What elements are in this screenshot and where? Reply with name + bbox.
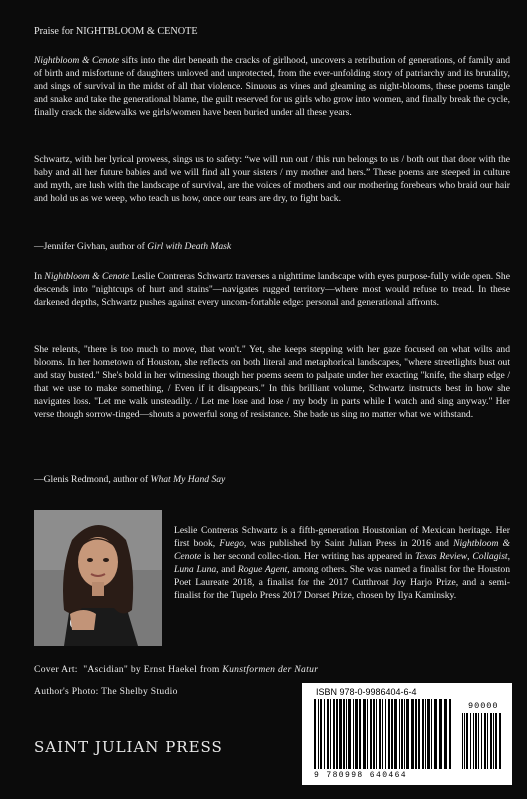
barcode-bar: [339, 699, 342, 769]
barcode-bar: [376, 699, 377, 769]
barcode-bar: [394, 699, 397, 769]
bio-text: is her second collec-tion. Her writing has appeared in: [201, 551, 416, 563]
credit-label: Cover Art:: [34, 664, 78, 675]
praise-text: Leslie Contreras Schwartz traverses a nighttime landscape with eyes purpose-fully wide open. She descends into "nightcups of hurt and stains"—navigates rugged territory—where most would refuse to tread. In these darkened depths, Schwartz pushes against every uncom-fortable edge: personal and generational affronts.: [34, 271, 510, 309]
barcode-addon-bar: [475, 713, 477, 769]
barcode-graphic: [302, 683, 512, 785]
barcode-bar: [391, 699, 393, 769]
barcode-addon-bar: [493, 713, 494, 769]
barcode-addon-bar: [464, 713, 465, 769]
barcode-bar: [324, 699, 325, 769]
attribution-text: —Jennifer Givhan, author of: [34, 241, 148, 252]
barcode-bar: [431, 699, 432, 769]
barcode-bar: [359, 699, 361, 769]
bio-magazine: Luna Luna: [174, 564, 217, 576]
praise-paragraph: Schwartz, with her lyrical prowess, sings us to safety: “we will run out / this run belongs to us / both out that door with the baby and all her future babies and we will find all your sisters / my mother and hers.” These poems are steeped in culture and myth, are lush with the landscape of survival, are the voices of mothers and our mothering forebears who braid our hair and hold us as we weep, who teach us how, once our tears are dry, to fight back.: [34, 154, 510, 205]
barcode-bar: [379, 699, 381, 769]
barcode-addon-bar: [499, 713, 501, 769]
barcode-bar: [427, 699, 430, 769]
bio-text: ,: [467, 551, 473, 563]
barcode-addon-bar: [466, 713, 468, 769]
book-title: Nightbloom & Cenote: [34, 55, 120, 66]
barcode-bar: [415, 699, 417, 769]
barcode-addon-bar: [481, 713, 482, 769]
barcode-bar: [449, 699, 451, 769]
barcode-bar: [418, 699, 420, 769]
bio-magazine: Collagist: [472, 551, 508, 563]
barcode-bar: [388, 699, 390, 769]
author-photo-credit: [34, 685, 178, 698]
barcode-bar: [385, 699, 386, 769]
barcode-bar: [439, 699, 442, 769]
isbn-text: ISBN 978-0-9986404-6-4: [316, 687, 417, 697]
bio-text: , and: [216, 564, 238, 576]
barcode-label: [302, 683, 512, 785]
barcode-bar: [336, 699, 338, 769]
barcode-bar: [348, 699, 351, 769]
bio-text: Leslie Contreras Schwartz is a fifth-generation Houstonian of Mexican heritage. Her first book,: [174, 525, 510, 550]
barcode-bar: [327, 699, 329, 769]
attribution-book: Girl with Death Mask: [147, 241, 232, 252]
bio-magazine: Texas Review: [415, 551, 468, 563]
author-portrait-illustration: [34, 510, 162, 646]
barcode-bar: [355, 699, 358, 769]
barcode-bar: [411, 699, 414, 769]
bio-magazine: Rogue Agent: [237, 564, 288, 576]
praise-paragraph: She relents, "there is too much to move, that won't." Yet, she keeps stepping with her gaze focused on what wilts and blooms. In her hometown of Houston, she reflects on both literal and metaphorical landscapes, "where streetlights bust out and stay busted." She's bold in her witnessing though her poems seem to palpate under her exacting "knife, the sharp edge / that we use to make something, / Even if it disappears." In this brilliant volume, Schwartz instructs best in how she navigates loss. "Let me walk unsteadily. / Let me lose and lose / my body in parts while I watch and sing anyway." Her verse though sorrow-tinged—shouts a powerful song of resistance. She bade us sing no matter what we withstand.: [34, 344, 510, 421]
barcode-addon-bar: [484, 713, 486, 769]
praise-block-redmond-2: [34, 343, 510, 422]
author-bio: [174, 524, 510, 603]
credit-label: Author's Photo:: [34, 686, 99, 697]
bio-book-title: Nightbloom & Cenote: [174, 538, 510, 563]
praise-text: In: [34, 271, 45, 282]
praise-block-givhan: [34, 54, 510, 119]
barcode-bar: [343, 699, 345, 769]
barcode-addon-bar: [473, 713, 474, 769]
bio-text: , was published by Saint Julian Press in 2016 and: [243, 538, 454, 550]
barcode-bar: [363, 699, 366, 769]
credit-text: The Shelby Studio: [101, 686, 178, 697]
credit-text: "Ascidian" by Ernst Haekel from: [83, 664, 223, 675]
praise-heading: Praise for NIGHTBLOOM & CENOTE: [34, 26, 198, 37]
barcode-bar: [404, 699, 405, 769]
attribution-text: —Glenis Redmond, author of: [34, 474, 151, 485]
barcode-bar: [333, 699, 335, 769]
barcode-bar: [382, 699, 383, 769]
barcode-bar: [314, 699, 316, 769]
barcode-addon-bar: [478, 713, 479, 769]
praise-block-givhan-2: [34, 153, 510, 205]
barcode-bar: [444, 699, 447, 769]
barcode-bar: [401, 699, 403, 769]
attribution-redmond: [34, 473, 510, 486]
author-photo: [34, 510, 162, 646]
cover-art-credit: [34, 663, 318, 676]
praise-paragraph: [34, 54, 510, 119]
barcode-bar: [406, 699, 409, 769]
price-code: 90000: [468, 701, 499, 711]
publisher-name: SAINT JULIAN PRESS: [34, 738, 223, 756]
barcode-bar: [353, 699, 354, 769]
barcode-bar: [318, 699, 319, 769]
barcode-bar: [330, 699, 331, 769]
bio-book-title: Fuego: [219, 538, 244, 550]
praise-paragraph: [34, 270, 510, 309]
barcode-addon-bar: [495, 713, 497, 769]
attribution-book: What My Hand Say: [150, 474, 226, 485]
praise-text: sifts into the dirt beneath the cracks of girlhood, uncovers a retribution of generations, of family and of birth and misfortune of daughters unloved and unprotected, from the ever-unfolding story of patriarchy and its brutality, and sings of survival in the midst of all that violence. Sinuous as vines and gleaming as night-blooms, these poems tangle and snake and take the generational blame, the guilt reserved for us girls who grow into women, and finally break the cycle, finally crack the sidewalks we girls/women have been buried under all these years.: [34, 55, 510, 119]
barcode-bar: [320, 699, 322, 769]
book-title: Nightbloom & Cenote: [44, 271, 130, 282]
barcode-addon-bar: [490, 713, 492, 769]
barcode-addon-bar: [462, 713, 463, 769]
barcode-digits: 9 780998 640464: [314, 771, 408, 780]
barcode-bar: [367, 699, 368, 769]
barcode-bar: [346, 699, 347, 769]
barcode-bar: [422, 699, 424, 769]
barcode-bar: [434, 699, 437, 769]
barcode-addon-bar: [470, 713, 471, 769]
barcode-addon-bar: [487, 713, 488, 769]
attribution-givhan: [34, 240, 510, 253]
praise-block-redmond: [34, 270, 510, 309]
bio-text: ,: [507, 551, 510, 563]
barcode-bar: [425, 699, 426, 769]
barcode-bar: [373, 699, 375, 769]
barcode-bar: [370, 699, 372, 769]
bio-text: , among others. She was named a finalist for the Houston Poet Laureate 2018, a finalist for the 2017 Cutthroat Joy Harjo Prize, and a semi-finalist for the Tupelo Press 2017 Dorset Prize, chosen by Ilya Kaminsky.: [174, 564, 510, 602]
barcode-bar: [399, 699, 400, 769]
credit-book: Kunstformen der Natur: [222, 664, 319, 675]
